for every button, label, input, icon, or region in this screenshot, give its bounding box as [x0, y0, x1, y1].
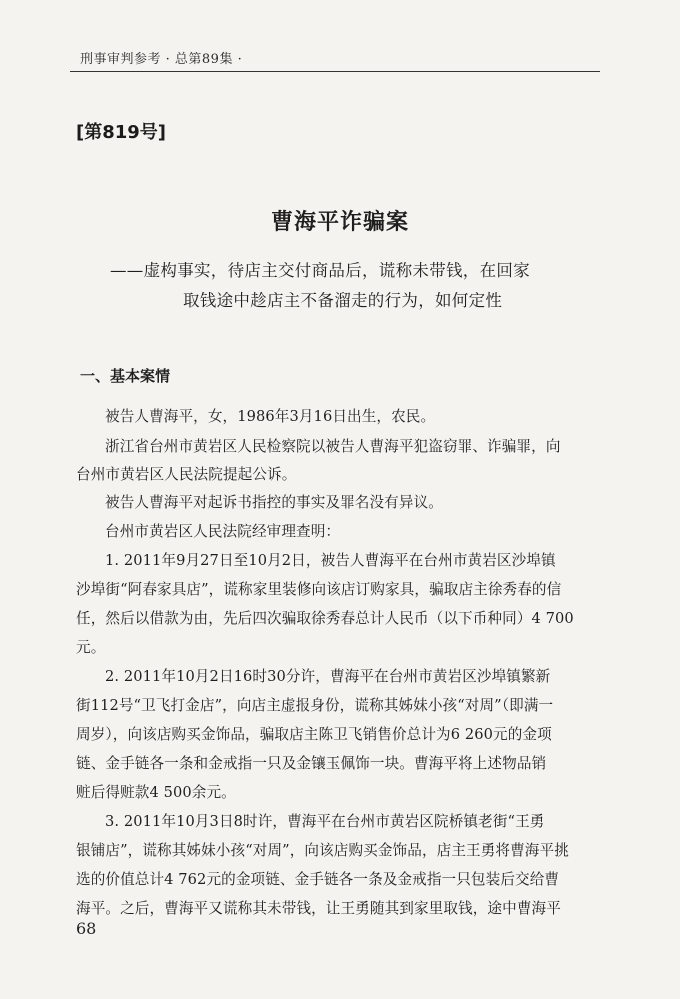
body-line: 台州市黄岩区人民法院提起公诉。 — [76, 466, 297, 483]
running-header: 刑事审判参考 · 总第89集 · — [80, 52, 243, 67]
body-line: 元。 — [76, 639, 106, 656]
body-line: 台州市黄岩区人民法院经审理查明： — [105, 523, 341, 540]
body-line: 1. 2011年9月27日至10月2日，被告人曹海平在台州市黄岩区沙埠镇 — [105, 552, 556, 569]
case-number: [第819号] — [76, 122, 167, 143]
body-line: 链、金手链各一条和金戒指一只及金镶玉佩饰一块。曹海平将上述物品销 — [76, 755, 547, 772]
body-line: 沙埠街“阿春家具店”，谎称家里装修向该店订购家具，骗取店主徐秀春的信 — [76, 581, 562, 598]
body-line: 2. 2011年10月2日16时30分许，曹海平在台州市黄岩区沙埠镇繁新 — [105, 668, 551, 685]
subtitle-line: 取钱途中趁店主不备溜走的行为，如何定性 — [183, 291, 503, 310]
header-rule — [70, 71, 600, 72]
body-line: 街112号“卫飞打金店”，向店主虚报身份，谎称其姊妹小孩“对周”（即满一 — [76, 697, 554, 714]
body-line: 浙江省台州市黄岩区人民检察院以被告人曹海平犯盗窃罪、诈骗罪，向 — [105, 438, 561, 455]
body-line: 3. 2011年10月3日8时许，曹海平在台州市黄岩区院桥镇老街“王勇 — [105, 813, 545, 830]
subtitle-line: ——虚构事实，待店主交付商品后，谎称未带钱，在回家 — [110, 261, 530, 280]
page-number: 68 — [76, 919, 97, 938]
body-line: 海平。之后，曹海平又谎称其未带钱，让王勇随其到家里取钱，途中曹海平 — [76, 900, 561, 917]
body-line: 周岁），向该店购买金饰品，骗取店主陈卫飞销售价总计为6 260元的金项 — [76, 726, 552, 743]
body-line: 银铺店”，谎称其姊妹小孩“对周”，向该店购买金饰品，店主王勇将曹海平挑 — [76, 842, 569, 859]
body-line: 赃后得赃款4 500余元。 — [76, 784, 236, 801]
case-title: 曹海平诈骗案 — [270, 210, 409, 235]
section-heading: 一、基本案情 — [80, 367, 171, 385]
body-line: 被告人曹海平对起诉书指控的事实及罪名没有异议。 — [105, 494, 443, 511]
body-line: 选的价值总计4 762元的金项链、金手链各一条及金戒指一只包装后交给曹 — [76, 871, 560, 888]
body-line: 被告人曹海平，女，1986年3月16日出生，农民。 — [105, 408, 436, 425]
body-line: 任，然后以借款为由，先后四次骗取徐秀春总计人民币（以下币种同）4 700 — [76, 610, 574, 627]
